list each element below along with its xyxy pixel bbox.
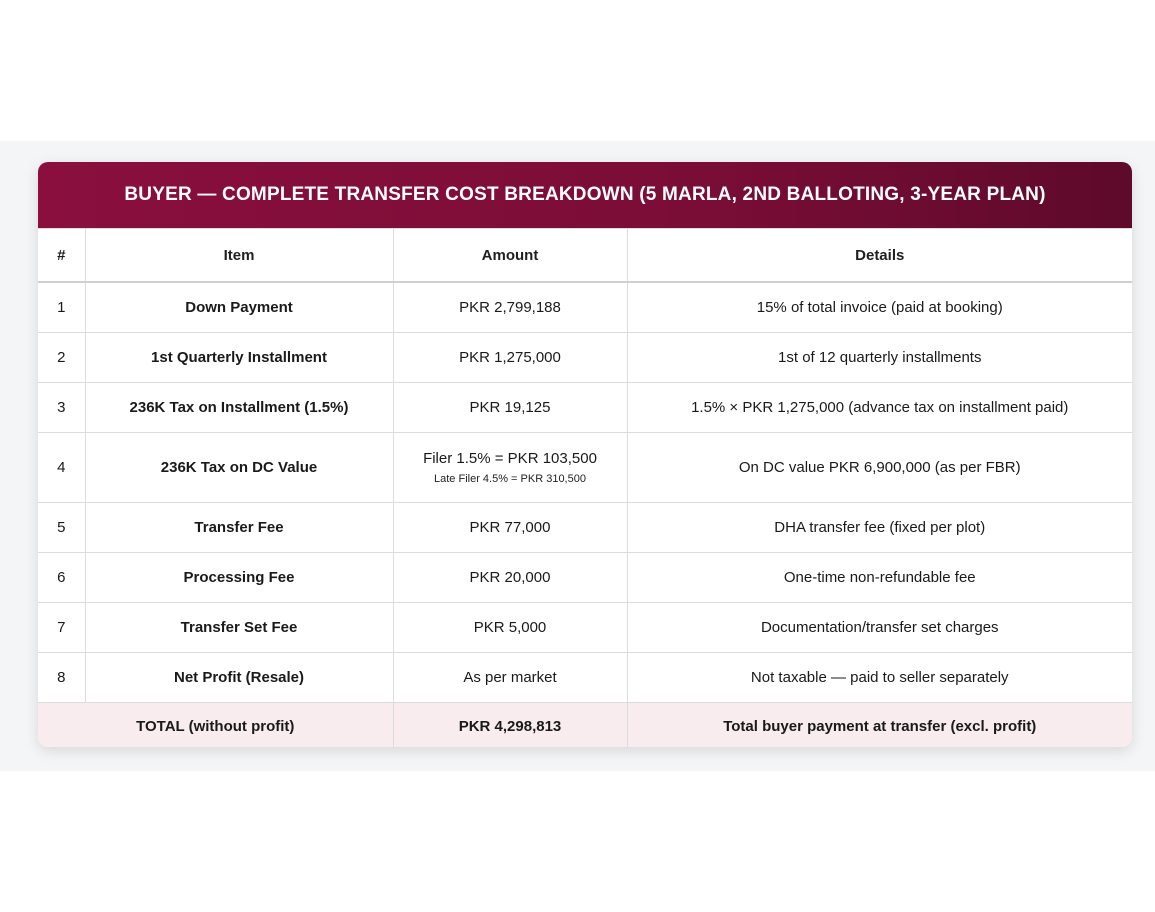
- row-item: Down Payment: [85, 282, 393, 333]
- row-amount: [393, 433, 627, 503]
- row-item: Net Profit (Resale): [85, 653, 393, 703]
- row-details: Not taxable — paid to seller separately: [627, 653, 1132, 703]
- table-row: [38, 653, 1132, 703]
- table-row: [38, 553, 1132, 603]
- total-row: [38, 703, 1132, 748]
- header-details: Details: [627, 229, 1132, 283]
- row-amount: PKR 77,000: [393, 503, 627, 553]
- table-row: [38, 433, 1132, 503]
- header-item: Item: [85, 229, 393, 283]
- row-num: 6: [38, 553, 85, 603]
- row-item: 236K Tax on DC Value: [85, 433, 393, 503]
- row-item: Transfer Fee: [85, 503, 393, 553]
- table-row: [38, 603, 1132, 653]
- table-row: [38, 333, 1132, 383]
- row-item: 1st Quarterly Installment: [85, 333, 393, 383]
- total-label: TOTAL (without profit): [38, 703, 393, 748]
- row-details: Documentation/transfer set charges: [627, 603, 1132, 653]
- row-item: Processing Fee: [85, 553, 393, 603]
- row-amount: As per market: [393, 653, 627, 703]
- row-amount-filer: Filer 1.5% = PKR 103,500: [423, 450, 597, 467]
- row-amount-late-filer: Late Filer 4.5% = PKR 310,500: [434, 473, 586, 485]
- row-num: 8: [38, 653, 85, 703]
- table-row: [38, 383, 1132, 433]
- row-details: On DC value PKR 6,900,000 (as per FBR): [627, 433, 1132, 503]
- total-amount: PKR 4,298,813: [393, 703, 627, 748]
- row-details: 1.5% × PKR 1,275,000 (advance tax on installment paid): [627, 383, 1132, 433]
- row-num: 5: [38, 503, 85, 553]
- row-details: DHA transfer fee (fixed per plot): [627, 503, 1132, 553]
- row-amount: PKR 20,000: [393, 553, 627, 603]
- cost-breakdown-card: [38, 162, 1132, 747]
- row-details: 15% of total invoice (paid at booking): [627, 282, 1132, 333]
- table-row: [38, 282, 1132, 333]
- row-details: One-time non-refundable fee: [627, 553, 1132, 603]
- row-num: 1: [38, 282, 85, 333]
- row-num: 4: [38, 433, 85, 503]
- header-row: [38, 229, 1132, 283]
- row-amount: PKR 5,000: [393, 603, 627, 653]
- row-item: Transfer Set Fee: [85, 603, 393, 653]
- header-num: #: [38, 229, 85, 283]
- header-amount: Amount: [393, 229, 627, 283]
- table-title: BUYER — COMPLETE TRANSFER COST BREAKDOWN (5 MARLA, 2ND BALLOTING, 3-YEAR PLAN): [38, 162, 1132, 228]
- total-details: Total buyer payment at transfer (excl. profit): [627, 703, 1132, 748]
- row-amount: PKR 2,799,188: [393, 282, 627, 333]
- row-num: 7: [38, 603, 85, 653]
- row-item: 236K Tax on Installment (1.5%): [85, 383, 393, 433]
- row-details: 1st of 12 quarterly installments: [627, 333, 1132, 383]
- table-row: [38, 503, 1132, 553]
- row-num: 3: [38, 383, 85, 433]
- row-num: 2: [38, 333, 85, 383]
- row-amount: PKR 19,125: [393, 383, 627, 433]
- row-amount: PKR 1,275,000: [393, 333, 627, 383]
- cost-breakdown-table: [38, 228, 1132, 747]
